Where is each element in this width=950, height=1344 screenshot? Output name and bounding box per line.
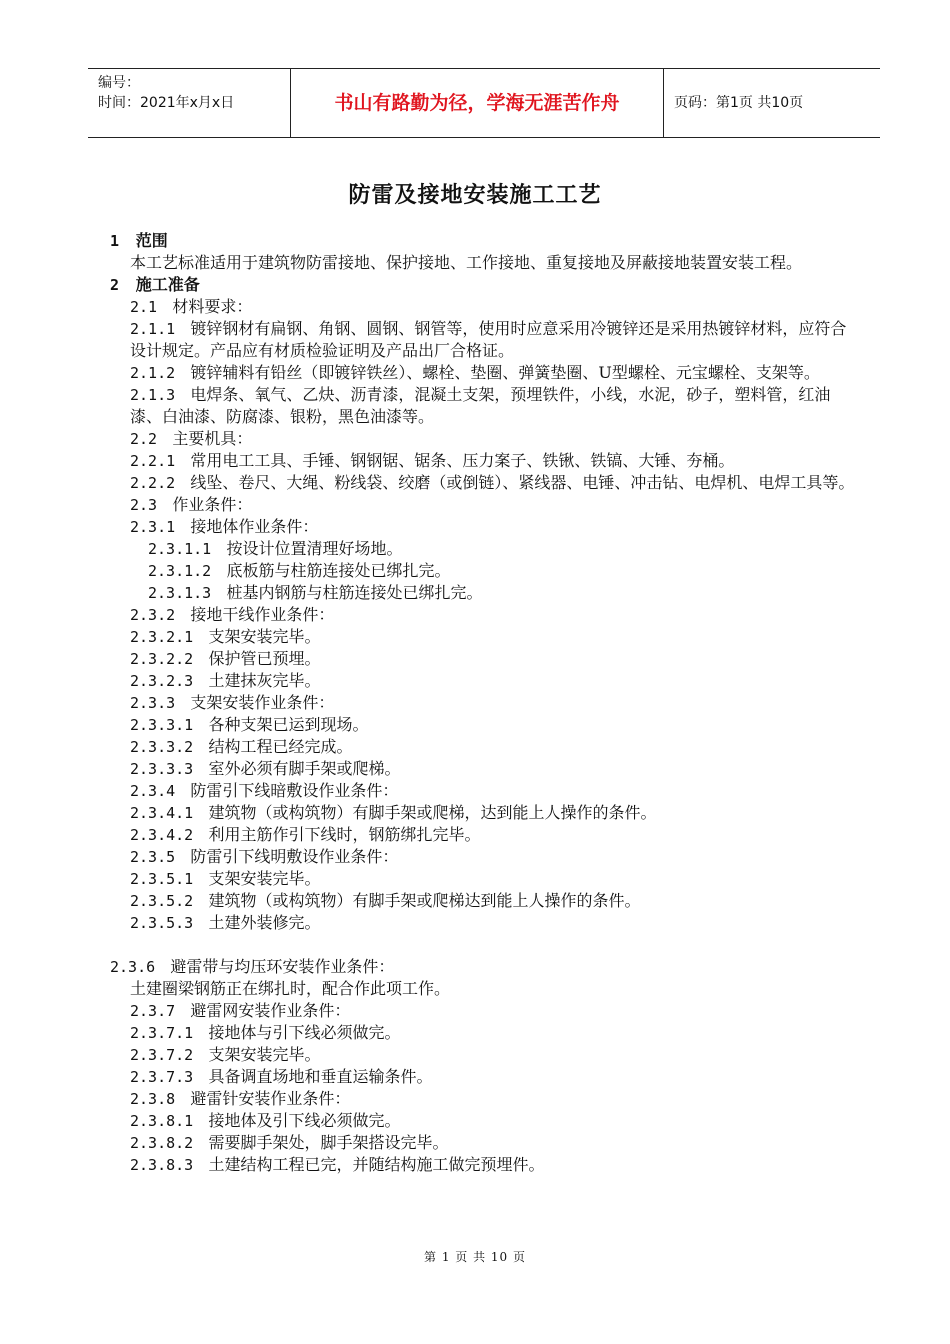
- time-label: 时间：2021年x月x日: [98, 95, 235, 111]
- header-motto: 书山有路勤为径，学海无涯苦作舟: [290, 69, 664, 137]
- clause: 2.3.5.2 建筑物（或构筑物）有脚手架或爬梯达到能上人操作的条件。: [130, 891, 641, 910]
- clause: 2.3.1 接地体作业条件：: [130, 517, 319, 536]
- header-table: [88, 68, 880, 138]
- clause: 2.3.7.2 支架安装完毕。: [130, 1045, 321, 1064]
- clause: 2.3.4 防雷引下线暗敷设作业条件：: [130, 781, 399, 800]
- clause: 2.3.2.3 土建抹灰完毕。: [130, 671, 321, 690]
- clause: 2.3.7.1 接地体与引下线必须做完。: [130, 1023, 401, 1042]
- clause: 2.2.2 线坠、卷尺、大绳、粉线袋、绞磨（或倒链）、紧线器、电锤、冲击钻、电焊机、电焊工具等。: [130, 473, 855, 492]
- clause: 2.3.5.1 支架安装完毕。: [130, 869, 321, 888]
- clause: 2.3.1.2 底板筋与柱筋连接处已绑扎完。: [148, 561, 451, 580]
- clause: 2.3.8.3 土建结构工程已完，并随结构施工做完预埋件。: [130, 1155, 545, 1174]
- clause: 2.3.5 防雷引下线明敷设作业条件：: [130, 847, 399, 866]
- number-label: 编号：: [98, 75, 140, 91]
- clause: 2.2 主要机具：: [130, 429, 253, 448]
- clause: 2.2.1 常用电工工具、手锤、钢钢锯、锯条、压力案子、铁锹、铁镐、大锤、夯桶。: [130, 451, 735, 470]
- clause: 2.3.2.1 支架安装完毕。: [130, 627, 321, 646]
- clause: 2.1.2 镀锌辅料有铅丝（即镀锌铁丝）、螺栓、垫圈、弹簧垫圈、U型螺栓、元宝螺栓、支架等。: [130, 363, 820, 382]
- clause: 2.3.3.3 室外必须有脚手架或爬梯。: [130, 759, 401, 778]
- clause: 2.3.4.1 建筑物（或构筑物）有脚手架或爬梯，达到能上人操作的条件。: [130, 803, 657, 822]
- section-heading: 2 施工准备: [110, 275, 200, 294]
- document-title: 防雷及接地安装施工工艺: [348, 182, 602, 208]
- clause: 2.3.4.2 利用主筋作引下线时，钢筋绑扎完毕。: [130, 825, 481, 844]
- header-meta: [88, 69, 290, 137]
- clause: 2.3.7 避雷网安装作业条件：: [130, 1001, 351, 1020]
- clause: 2.3.3.1 各种支架已运到现场。: [130, 715, 369, 734]
- spacer: [110, 934, 860, 956]
- clause: 2.3.8 避雷针安装作业条件：: [130, 1089, 351, 1108]
- clause: 2.3.8.1 接地体及引下线必须做完。: [130, 1111, 401, 1130]
- clause: 2.3.2.2 保护管已预埋。: [130, 649, 321, 668]
- clause: 2.1 材料要求：: [130, 297, 253, 316]
- clause: 2.3.6 避雷带与均压环安装作业条件：: [110, 957, 395, 976]
- paragraph: 土建圈梁钢筋正在绑扎时，配合作此项工作。: [130, 979, 451, 998]
- clause: 2.3.1.1 按设计位置清理好场地。: [148, 539, 403, 558]
- header-page-label: 页码：第1页 共10页: [674, 95, 804, 111]
- document-body: [110, 230, 860, 1176]
- paragraph: 本工艺标准适用于建筑物防雷接地、保护接地、工作接地、重复接地及屏蔽接地装置安装工程。: [130, 253, 803, 272]
- section-heading: 1 范围: [110, 231, 168, 250]
- clause: 2.3.3 支架安装作业条件：: [130, 693, 335, 712]
- clause: 2.3 作业条件：: [130, 495, 253, 514]
- clause: 2.1.3 电焊条、氧气、乙炔、沥青漆，混凝土支架，预埋铁件，小线，水泥，砂子，塑料管，红油漆、白油漆、防腐漆、银粉，黑色油漆等。: [130, 385, 831, 426]
- clause: 2.3.5.3 土建外装修完。: [130, 913, 321, 932]
- clause: 2.3.7.3 具备调直场地和垂直运输条件。: [130, 1067, 433, 1086]
- clause: 2.3.8.2 需要脚手架处，脚手架搭设完毕。: [130, 1133, 449, 1152]
- page-footer: 第 1 页 共 10 页: [424, 1250, 526, 1264]
- clause: 2.3.2 接地干线作业条件：: [130, 605, 335, 624]
- clause: 2.1.1 镀锌钢材有扁钢、角钢、圆钢、钢管等，使用时应意采用冷镀锌还是采用热镀锌材料，应符合设计规定。产品应有材质检验证明及产品出厂合格证。: [130, 319, 847, 360]
- clause: 2.3.1.3 桩基内钢筋与柱筋连接处已绑扎完。: [148, 583, 483, 602]
- clause: 2.3.3.2 结构工程已经完成。: [130, 737, 353, 756]
